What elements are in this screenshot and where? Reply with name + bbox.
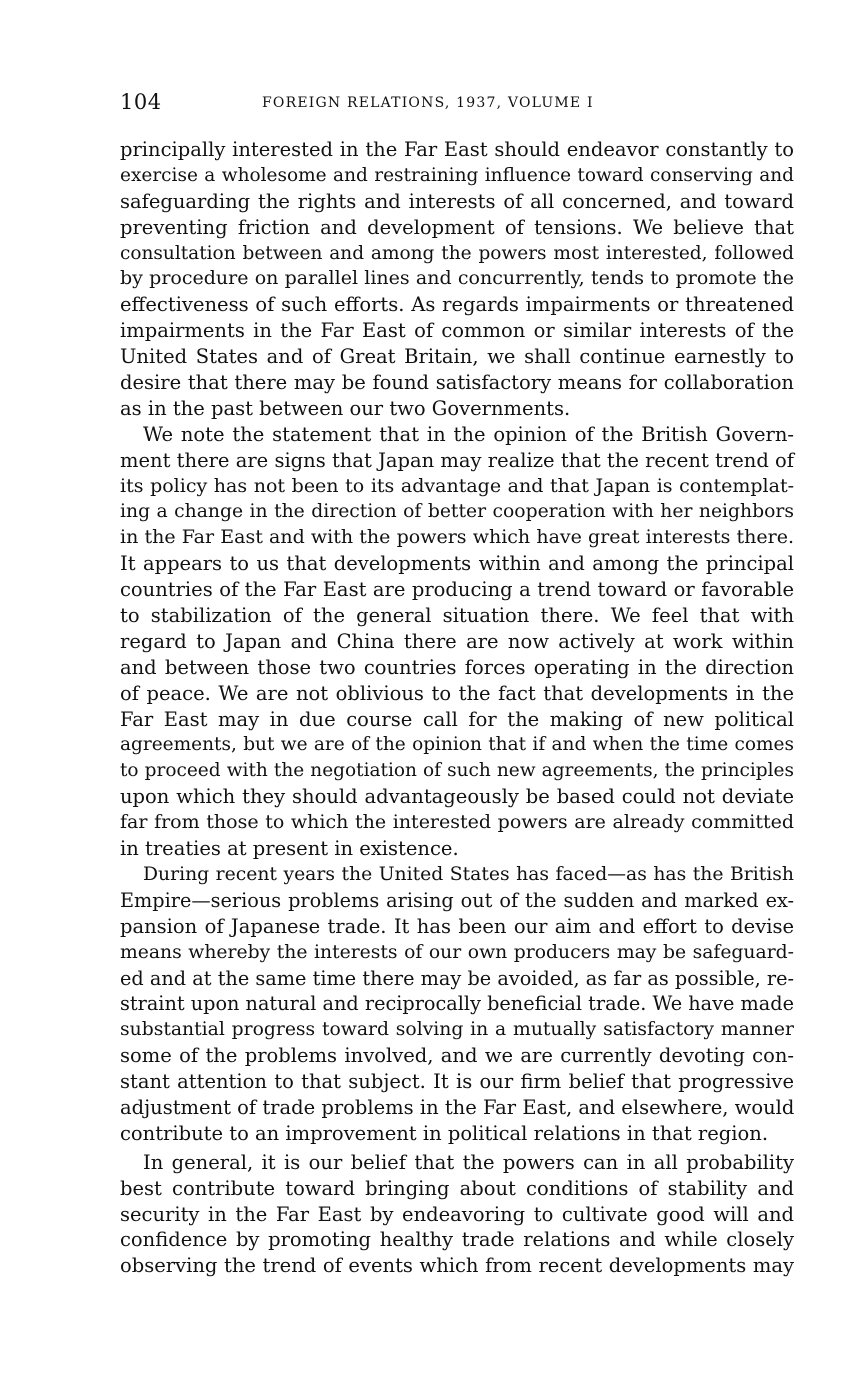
- text-line: far from those to which the interested powers are already committed: [120, 811, 794, 834]
- text-line: means whereby the interests of our own producers may be safeguard-: [120, 941, 794, 963]
- text-line: in treaties at present in existence.: [120, 837, 459, 861]
- running-head: [120, 90, 794, 120]
- text-line: some of the problems involved, and we are currently devoting con-: [120, 1044, 794, 1068]
- text-line: ing a change in the direction of better cooperation with her neighbors: [120, 501, 794, 523]
- text-line: ment there are signs that Japan may realize that the recent trend of: [120, 448, 794, 472]
- text-line: preventing friction and development of tensions. We believe that: [120, 215, 794, 239]
- text-line: pansion of Japanese trade. It has been our aim and effort to devise: [120, 914, 794, 938]
- text-line: principally interested in the Far East should endeavor constantly to: [120, 138, 794, 161]
- text-line: ed and at the same time there may be avoided, as far as possible, re-: [120, 966, 794, 990]
- text-line: as in the past between our two Governments.: [120, 396, 571, 420]
- text-line: desire that there may be found satisfactory means for collaboration: [120, 371, 794, 395]
- text-line: agreements, but we are of the opinion that if and when the time comes: [120, 734, 794, 756]
- body-text: [120, 137, 794, 1279]
- page-number: 104: [120, 90, 162, 114]
- text-line: and between those two countries forces operating in the direction: [120, 655, 794, 679]
- text-line: in the Far East and with the powers which have great interests there.: [120, 526, 794, 549]
- text-line: During recent years the United States has faced—as has the British: [143, 863, 794, 885]
- text-line: It appears to us that developments within and among the principal: [120, 552, 794, 576]
- text-line: by procedure on parallel lines and concurrently, tends to promote the: [120, 267, 794, 290]
- text-line: regard to Japan and China there are now actively at work within: [120, 629, 794, 653]
- text-line: In general, it is our belief that the powers can in all probability: [143, 1150, 794, 1174]
- text-line: to stabilization of the general situation there. We feel that with: [120, 604, 794, 628]
- text-line: to proceed with the negotiation of such new agreements, the principles: [120, 760, 794, 782]
- text-line: We note the statement that in the opinion of the British Govern-: [143, 422, 794, 446]
- paragraph: [120, 1150, 794, 1279]
- paragraph: [120, 422, 794, 862]
- text-line: Empire—serious problems arising out of the sudden and marked ex-: [120, 888, 794, 912]
- text-line: its policy has not been to its advantage and that Japan is contemplat-: [120, 474, 794, 497]
- text-line: United States and of Great Britain, we shall continue earnestly to: [120, 345, 794, 369]
- text-line: consultation between and among the powers most interested, followed: [120, 242, 794, 264]
- paragraph: [120, 862, 794, 1147]
- text-line: observing the trend of events which from recent developments may: [120, 1254, 794, 1278]
- text-line: contribute to an improvement in political relations in that region.: [120, 1121, 769, 1145]
- text-line: confidence by promoting healthy trade relations and while closely: [120, 1228, 794, 1252]
- text-line: impairments in the Far East of common or similar interests of the: [120, 319, 794, 343]
- running-title: FOREIGN RELATIONS, 1937, VOLUME I: [262, 95, 594, 111]
- text-line: Far East may in due course call for the making of new political: [120, 707, 794, 731]
- text-line: exercise a wholesome and restraining influence toward conserving and: [120, 164, 794, 186]
- text-line: countries of the Far East are producing a trend toward or favorable: [120, 578, 794, 602]
- paragraph: [120, 137, 794, 422]
- text-line: stant attention to that subject. It is our firm belief that progressive: [120, 1070, 794, 1094]
- text-line: of peace. We are not oblivious to the fact that developments in the: [120, 681, 794, 705]
- text-line: security in the Far East by endeavoring to cultivate good will and: [120, 1202, 794, 1226]
- text-line: effectiveness of such efforts. As regards impairments or threatened: [120, 293, 794, 317]
- text-line: substantial progress toward solving in a mutually satisfactory manner: [120, 1019, 794, 1041]
- text-line: straint upon natural and reciprocally beneficial trade. We have made: [120, 992, 794, 1016]
- text-line: adjustment of trade problems in the Far East, and elsewhere, would: [120, 1095, 795, 1119]
- text-line: best contribute toward bringing about conditions of stability and: [120, 1176, 794, 1200]
- text-line: upon which they should advantageously be based could not deviate: [120, 785, 794, 809]
- text-line: safeguarding the rights and interests of all concerned, and toward: [120, 189, 794, 213]
